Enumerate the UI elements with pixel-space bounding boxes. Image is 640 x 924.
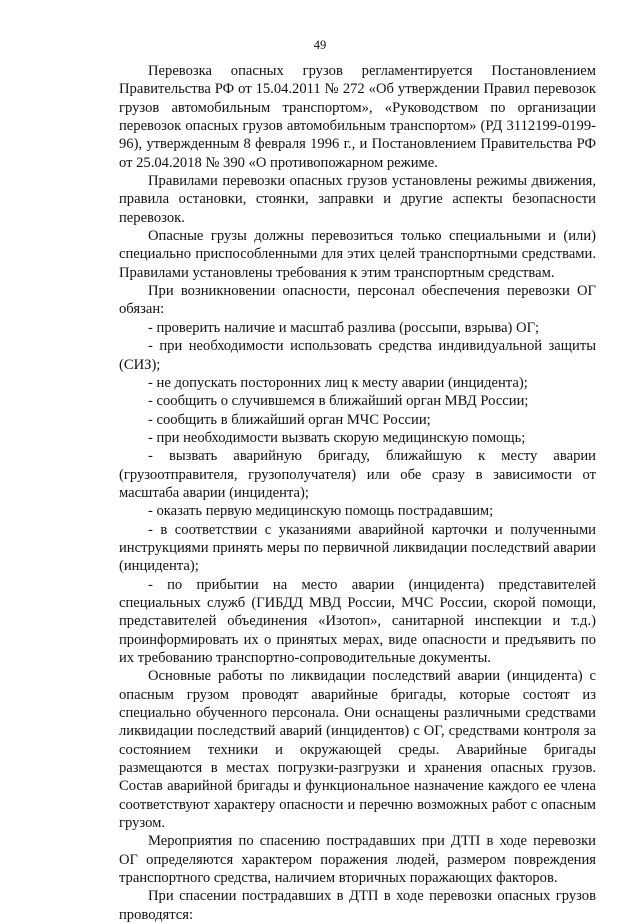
paragraph-transport-rules: Правилами перевозки опасных грузов установлены режимы движения, правила остановки, стоянки, заправки и другие аспекты безопасности перевозок. <box>119 173 596 226</box>
list-item-protective-equipment: - при необходимости использовать средства индивидуальной защиты (СИЗ); <box>119 338 596 373</box>
list-item-call-ambulance: - при необходимости вызвать скорую медицинскую помощь; <box>148 429 526 446</box>
list-item-inform-services: - по прибытии на место аварии (инцидента) представителей специальных служб (ГИБДД МВД России, МЧС России, скорой помощи, представителей объединения «Изотоп», санитарной инспекции и т.д.) проинформировать их о принятых мерах, виде опасности и предъявить по их требованию транспортно-сопроводительные документы. <box>119 576 596 666</box>
paragraph-vehicles: Опасные грузы должны перевозиться только специальными и (или) специально приспособленными для этих целей транспортными средствами. Правилами установлены требования к этим транспортным средствам. <box>119 228 596 281</box>
paragraph-personnel-duties: При возникновении опасности, персонал обеспечения перевозки ОГ обязан: <box>119 283 596 318</box>
list-item-notify-police: - сообщить о случившемся в ближайший орган МВД России; <box>148 393 529 410</box>
list-item-call-emergency-team: - вызвать аварийную бригаду, ближайшую к месту аварии (грузоотправителя, грузополучателя) или обе сразу в зависимости от масштаба аварии (инцидента); <box>119 448 596 501</box>
list-item-initial-liquidation: - в соответствии с указаниями аварийной карточки и полученными инструкциями принять меры по первичной ликвидации последствий аварии (инцидента); <box>119 521 596 575</box>
list-item-check-spill: - проверить наличие и масштаб разлива (россыпи, взрыва) ОГ; <box>148 319 540 336</box>
list-item-first-aid: - оказать первую медицинскую помощь пострадавшим; <box>148 503 494 520</box>
paragraph-emergency-teams: Основные работы по ликвидации последствий аварии (инцидента) с опасным грузом проводят аварийные бригады, которые состоят из специально обученного персонала. Они оснащены различными средствами ликвидации последствий аварий (инцидентов) с ОГ, средствами контроля за состоянием техники и окружающей среды. Аварийные бригады размещаются в местах погрузки-разгрузки и хранения опасных грузов. Состав аварийной бригады и функциональное назначение каждого ее члена соответствуют характеру опасности и перечню возможных работ с опасным грузом. <box>119 668 596 832</box>
list-item-restrict-access: - не допускать посторонних лиц к месту аварии (инцидента); <box>148 374 528 391</box>
list-item-notify-emergency: - сообщить в ближайший орган МЧС России; <box>148 411 431 428</box>
paragraph-rescue-measures: Мероприятия по спасению пострадавших при ДТП в ходе перевозки ОГ определяются характером поражения людей, размером повреждения транспортного средства, наличием вторичных поражающих факторов. <box>119 833 596 887</box>
paragraph-regulation: Перевозка опасных грузов регламентируется Постановлением Правительства РФ от 15.04.2011 № 272 «Об утверждении Правил перевозок грузов автомобильным транспортом», «Руководством по организации перевозок опасных грузов автомобильным транспортом» (РД 3112199-0199-96), утвержденным 8 февраля 1996 г., и Постановлением Правительства РФ от 25.04.2018 № 390 «О противопожарном режиме. <box>119 63 596 171</box>
page-body <box>119 62 596 924</box>
paragraph-rescue-intro: При спасении пострадавших в ДТП в ходе перевозки опасных грузов проводятся: <box>119 888 596 923</box>
page-number: 49 <box>313 38 327 52</box>
